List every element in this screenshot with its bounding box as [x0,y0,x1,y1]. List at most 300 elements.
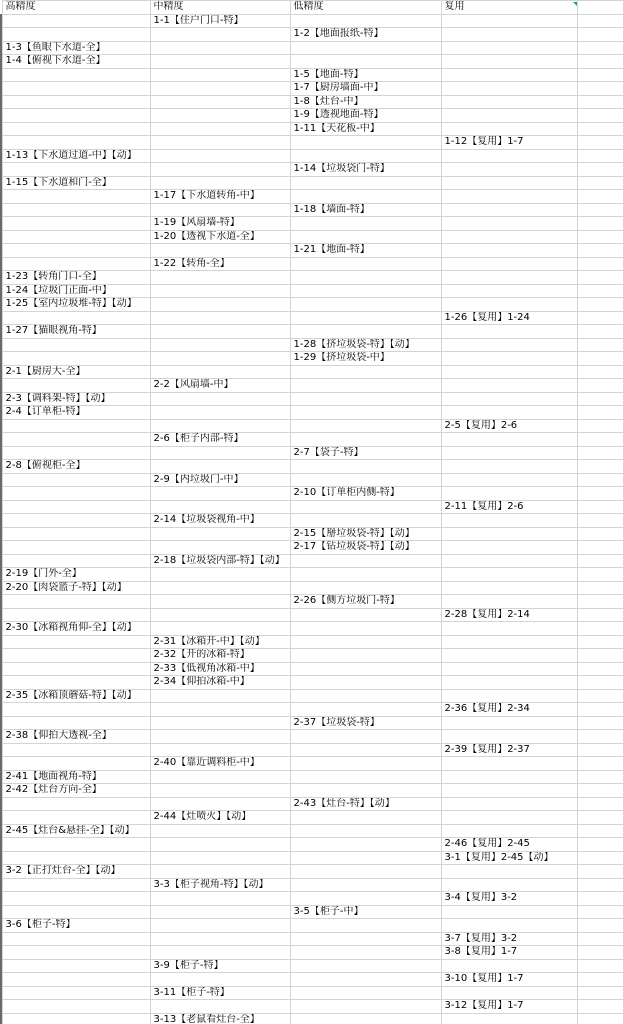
cell-mid[interactable] [150,905,290,919]
cell-mid[interactable] [150,95,290,109]
cell-low[interactable]: 2-7【袋子-特】 [290,446,441,460]
cell-low[interactable] [290,635,441,649]
cell-reuse[interactable] [441,122,577,136]
cell-mid[interactable] [150,865,290,879]
cell-high[interactable]: 2-19【门外-全】 [2,568,150,582]
cell-high[interactable]: 1-24【垃圾门正面-中】 [2,284,150,298]
cell-low[interactable] [290,514,441,528]
cell-extra[interactable] [577,446,623,460]
cell-mid[interactable] [150,743,290,757]
cell-extra[interactable] [577,41,623,55]
cell-reuse[interactable] [441,149,577,163]
cell-mid[interactable]: 3-11【柜子-特】 [150,986,290,1000]
cell-reuse[interactable] [441,446,577,460]
cell-mid[interactable] [150,608,290,622]
cell-mid[interactable] [150,163,290,177]
cell-mid[interactable] [150,446,290,460]
cell-low[interactable] [290,406,441,420]
cell-extra[interactable] [577,554,623,568]
cell-extra[interactable] [577,163,623,177]
cell-low[interactable]: 1-7【厨房墙面-中】 [290,82,441,96]
cell-reuse[interactable] [441,14,577,28]
cell-mid[interactable] [150,82,290,96]
cell-extra[interactable] [577,608,623,622]
cell-extra[interactable] [577,919,623,933]
cell-mid[interactable] [150,244,290,258]
cell-high[interactable] [2,892,150,906]
cell-reuse[interactable] [441,514,577,528]
cell-high[interactable]: 2-8【俯视柜-全】 [2,460,150,474]
cell-high[interactable]: 2-30【冰箱视角仰-全】【动】 [2,622,150,636]
cell-extra[interactable] [577,743,623,757]
cell-low[interactable]: 1-2【地面报纸-特】 [290,28,441,42]
cell-high[interactable] [2,109,150,123]
cell-extra[interactable] [577,622,623,636]
cell-extra[interactable] [577,838,623,852]
cell-mid[interactable] [150,55,290,69]
cell-low[interactable]: 3-5【柜子-中】 [290,905,441,919]
cell-high[interactable] [2,541,150,555]
cell-extra[interactable] [577,433,623,447]
cell-mid[interactable] [150,797,290,811]
cell-low[interactable] [290,41,441,55]
cell-low[interactable] [290,568,441,582]
cell-mid[interactable]: 2-6【柜子内部-特】 [150,433,290,447]
cell-reuse[interactable] [441,163,577,177]
cell-low[interactable] [290,811,441,825]
cell-mid[interactable] [150,568,290,582]
cell-reuse[interactable]: 3-12【复用】1-7 [441,1000,577,1014]
cell-high[interactable] [2,676,150,690]
cell-reuse[interactable] [441,865,577,879]
cell-high[interactable] [2,649,150,663]
cell-high[interactable] [2,163,150,177]
cell-mid[interactable] [150,311,290,325]
cell-reuse[interactable] [441,797,577,811]
cell-low[interactable] [290,190,441,204]
cell-reuse[interactable] [441,244,577,258]
cell-mid[interactable] [150,365,290,379]
cell-extra[interactable] [577,932,623,946]
cell-mid[interactable]: 2-34【仰拍冰箱-中】 [150,676,290,690]
cell-reuse[interactable] [441,460,577,474]
cell-high[interactable] [2,28,150,42]
cell-high[interactable] [2,703,150,717]
cell-mid[interactable] [150,28,290,42]
cell-mid[interactable]: 2-9【内垃圾门-中】 [150,473,290,487]
cell-low[interactable]: 2-17【钻垃圾袋-特】【动】 [290,541,441,555]
cell-reuse[interactable] [441,433,577,447]
cell-extra[interactable] [577,406,623,420]
cell-mid[interactable] [150,460,290,474]
cell-high[interactable]: 2-45【灶台&悬挂-全】【动】 [2,824,150,838]
cell-reuse[interactable] [441,298,577,312]
cell-mid[interactable]: 3-9【柜子-特】 [150,959,290,973]
cell-reuse[interactable] [441,41,577,55]
cell-mid[interactable] [150,973,290,987]
cell-mid[interactable] [150,338,290,352]
cell-low[interactable] [290,433,441,447]
cell-mid[interactable] [150,703,290,717]
cell-extra[interactable] [577,487,623,501]
cell-reuse[interactable]: 3-1【复用】2-45【动】 [441,851,577,865]
cell-high[interactable] [2,662,150,676]
cell-reuse[interactable] [441,905,577,919]
cell-extra[interactable] [577,311,623,325]
cell-low[interactable]: 1-8【灶台-中】 [290,95,441,109]
cell-reuse[interactable] [441,784,577,798]
cell-reuse[interactable] [441,352,577,366]
cell-extra[interactable] [577,730,623,744]
header-cell-mid[interactable]: 中精度 [150,1,290,15]
cell-mid[interactable] [150,784,290,798]
cell-low[interactable] [290,149,441,163]
cell-low[interactable] [290,919,441,933]
cell-reuse[interactable] [441,406,577,420]
cell-extra[interactable] [577,797,623,811]
cell-extra[interactable] [577,419,623,433]
cell-high[interactable] [2,311,150,325]
cell-mid[interactable] [150,136,290,150]
cell-extra[interactable] [577,878,623,892]
cell-extra[interactable] [577,959,623,973]
cell-reuse[interactable] [441,392,577,406]
cell-high[interactable] [2,608,150,622]
cell-extra[interactable] [577,851,623,865]
cell-high[interactable] [2,136,150,150]
cell-reuse[interactable] [441,338,577,352]
cell-extra[interactable] [577,122,623,136]
cell-reuse[interactable] [441,878,577,892]
cell-low[interactable] [290,176,441,190]
cell-high[interactable] [2,82,150,96]
cell-extra[interactable] [577,338,623,352]
cell-reuse[interactable] [441,527,577,541]
cell-low[interactable] [290,743,441,757]
cell-high[interactable]: 3-2【正打灶台-全】【动】 [2,865,150,879]
cell-low[interactable] [290,473,441,487]
cell-high[interactable]: 2-38【仰拍大透视-全】 [2,730,150,744]
cell-mid[interactable] [150,770,290,784]
header-cell-reuse[interactable]: 复用 [441,1,577,15]
cell-extra[interactable] [577,473,623,487]
cell-low[interactable]: 2-10【订单柜内侧-特】 [290,487,441,501]
cell-reuse[interactable]: 2-36【复用】2-34 [441,703,577,717]
cell-mid[interactable]: 1-1【住户门口-特】 [150,14,290,28]
cell-mid[interactable] [150,716,290,730]
cell-reuse[interactable] [441,716,577,730]
cell-low[interactable] [290,554,441,568]
cell-low[interactable]: 1-29【挤垃圾袋-中】 [290,352,441,366]
cell-extra[interactable] [577,365,623,379]
cell-high[interactable] [2,190,150,204]
cell-low[interactable]: 2-37【垃圾袋-特】 [290,716,441,730]
cell-extra[interactable] [577,284,623,298]
cell-reuse[interactable] [441,622,577,636]
cell-mid[interactable]: 1-20【透视下水道-全】 [150,230,290,244]
cell-low[interactable]: 1-5【地面-特】 [290,68,441,82]
cell-low[interactable] [290,608,441,622]
cell-low[interactable] [290,892,441,906]
cell-reuse[interactable] [441,662,577,676]
cell-low[interactable] [290,649,441,663]
cell-low[interactable] [290,298,441,312]
cell-high[interactable] [2,122,150,136]
cell-extra[interactable] [577,136,623,150]
cell-low[interactable] [290,365,441,379]
cell-high[interactable]: 1-13【下水道过道-中】【动】 [2,149,150,163]
header-cell-low[interactable]: 低精度 [290,1,441,15]
cell-mid[interactable] [150,149,290,163]
cell-extra[interactable] [577,703,623,717]
cell-high[interactable] [2,446,150,460]
cell-mid[interactable] [150,352,290,366]
cell-extra[interactable] [577,635,623,649]
cell-high[interactable] [2,244,150,258]
cell-high[interactable]: 1-23【转角门口-全】 [2,271,150,285]
cell-mid[interactable]: 1-22【转角-全】 [150,257,290,271]
cell-reuse[interactable] [441,568,577,582]
cell-reuse[interactable] [441,325,577,339]
cell-high[interactable] [2,905,150,919]
cell-mid[interactable] [150,851,290,865]
cell-mid[interactable] [150,41,290,55]
cell-reuse[interactable] [441,770,577,784]
cell-high[interactable] [2,946,150,960]
cell-low[interactable]: 1-28【挤垃圾袋-特】【动】 [290,338,441,352]
cell-high[interactable] [2,838,150,852]
cell-reuse[interactable]: 3-10【复用】1-7 [441,973,577,987]
cell-reuse[interactable] [441,635,577,649]
cell-low[interactable] [290,770,441,784]
cell-reuse[interactable] [441,986,577,1000]
cell-high[interactable] [2,986,150,1000]
cell-low[interactable]: 1-18【墙面-特】 [290,203,441,217]
cell-mid[interactable] [150,824,290,838]
cell-mid[interactable] [150,325,290,339]
cell-mid[interactable] [150,284,290,298]
cell-low[interactable] [290,622,441,636]
cell-high[interactable] [2,554,150,568]
cell-high[interactable] [2,500,150,514]
cell-extra[interactable] [577,149,623,163]
cell-low[interactable] [290,986,441,1000]
cell-high[interactable] [2,514,150,528]
cell-extra[interactable] [577,784,623,798]
cell-mid[interactable] [150,527,290,541]
cell-low[interactable] [290,325,441,339]
cell-extra[interactable] [577,986,623,1000]
cell-low[interactable] [290,878,441,892]
cell-extra[interactable] [577,257,623,271]
cell-reuse[interactable]: 2-46【复用】2-45 [441,838,577,852]
cell-high[interactable] [2,257,150,271]
cell-mid[interactable]: 1-19【风扇墙-特】 [150,217,290,231]
cell-mid[interactable]: 2-18【垃圾袋内部-特】【动】 [150,554,290,568]
cell-mid[interactable] [150,622,290,636]
cell-low[interactable] [290,311,441,325]
cell-high[interactable]: 2-41【地面视角-特】 [2,770,150,784]
cell-reuse[interactable] [441,919,577,933]
cell-extra[interactable] [577,230,623,244]
cell-low[interactable] [290,784,441,798]
cell-extra[interactable] [577,716,623,730]
cell-high[interactable] [2,1000,150,1014]
cell-high[interactable]: 2-20【肉袋篮子-特】【动】 [2,581,150,595]
cell-extra[interactable] [577,824,623,838]
cell-mid[interactable] [150,595,290,609]
cell-reuse[interactable] [441,689,577,703]
cell-mid[interactable] [150,109,290,123]
cell-reuse[interactable] [441,176,577,190]
cell-mid[interactable] [150,892,290,906]
cell-high[interactable] [2,473,150,487]
cell-extra[interactable] [577,581,623,595]
cell-low[interactable] [290,284,441,298]
cell-reuse[interactable] [441,811,577,825]
cell-extra[interactable] [577,527,623,541]
cell-low[interactable] [290,932,441,946]
cell-high[interactable]: 3-6【柜子-特】 [2,919,150,933]
cell-extra[interactable] [577,676,623,690]
cell-reuse[interactable] [441,824,577,838]
cell-extra[interactable] [577,14,623,28]
cell-high[interactable] [2,851,150,865]
cell-reuse[interactable] [441,676,577,690]
cell-low[interactable]: 1-9【透视地面-特】 [290,109,441,123]
cell-reuse[interactable]: 2-11【复用】2-6 [441,500,577,514]
cell-reuse[interactable] [441,271,577,285]
cell-low[interactable] [290,379,441,393]
cell-reuse[interactable] [441,28,577,42]
cell-reuse[interactable] [441,257,577,271]
cell-extra[interactable] [577,662,623,676]
cell-low[interactable] [290,217,441,231]
cell-high[interactable] [2,973,150,987]
cell-mid[interactable]: 2-31【冰箱开-中】【动】 [150,635,290,649]
cell-mid[interactable] [150,500,290,514]
cell-mid[interactable]: 2-33【低视角冰箱-中】 [150,662,290,676]
cell-low[interactable] [290,257,441,271]
cell-high[interactable] [2,217,150,231]
header-cell-extra[interactable] [577,1,623,15]
cell-extra[interactable] [577,649,623,663]
cell-reuse[interactable] [441,365,577,379]
cell-high[interactable] [2,95,150,109]
cell-low[interactable] [290,973,441,987]
cell-high[interactable] [2,878,150,892]
cell-extra[interactable] [577,568,623,582]
cell-low[interactable]: 2-43【灶台-特】【动】 [290,797,441,811]
cell-reuse[interactable] [441,190,577,204]
cell-extra[interactable] [577,689,623,703]
cell-high[interactable]: 1-4【俯视下水道-全】 [2,55,150,69]
cell-reuse[interactable] [441,473,577,487]
cell-reuse[interactable]: 3-8【复用】1-7 [441,946,577,960]
cell-mid[interactable] [150,838,290,852]
cell-extra[interactable] [577,217,623,231]
cell-mid[interactable]: 2-14【垃圾袋视角-中】 [150,514,290,528]
cell-high[interactable]: 2-1【厨房大-全】 [2,365,150,379]
cell-reuse[interactable]: 2-28【复用】2-14 [441,608,577,622]
cell-high[interactable]: 1-3【鱼眼下水道-全】 [2,41,150,55]
cell-reuse[interactable]: 1-12【复用】1-7 [441,136,577,150]
cell-high[interactable] [2,635,150,649]
cell-extra[interactable] [577,865,623,879]
cell-low[interactable] [290,757,441,771]
cell-extra[interactable] [577,946,623,960]
cell-reuse[interactable]: 3-4【复用】3-2 [441,892,577,906]
cell-reuse[interactable] [441,541,577,555]
cell-low[interactable] [290,824,441,838]
cell-extra[interactable] [577,892,623,906]
cell-high[interactable] [2,419,150,433]
cell-high[interactable]: 2-4【订单柜-特】 [2,406,150,420]
cell-high[interactable] [2,14,150,28]
cell-extra[interactable] [577,1000,623,1014]
cell-reuse[interactable] [441,68,577,82]
cell-extra[interactable] [577,973,623,987]
cell-extra[interactable] [577,203,623,217]
cell-extra[interactable] [577,500,623,514]
cell-high[interactable] [2,595,150,609]
cell-high[interactable] [2,68,150,82]
cell-reuse[interactable] [441,95,577,109]
cell-low[interactable] [290,676,441,690]
cell-mid[interactable]: 2-32【开的冰箱-特】 [150,649,290,663]
cell-extra[interactable] [577,514,623,528]
cell-mid[interactable]: 3-13【老鼠看灶台-全】 [150,1013,290,1024]
cell-mid[interactable]: 1-17【下水道转角-中】 [150,190,290,204]
cell-extra[interactable] [577,82,623,96]
cell-high[interactable] [2,379,150,393]
cell-low[interactable] [290,14,441,28]
cell-extra[interactable] [577,109,623,123]
cell-low[interactable]: 1-11【天花板-中】 [290,122,441,136]
cell-high[interactable]: 1-25【室内垃圾堆-特】【动】 [2,298,150,312]
cell-mid[interactable] [150,419,290,433]
cell-extra[interactable] [577,1013,623,1024]
cell-low[interactable]: 1-21【地面-特】 [290,244,441,258]
cell-high[interactable] [2,527,150,541]
cell-low[interactable] [290,136,441,150]
cell-low[interactable] [290,703,441,717]
cell-reuse[interactable] [441,595,577,609]
cell-low[interactable] [290,865,441,879]
cell-mid[interactable] [150,203,290,217]
cell-reuse[interactable]: 3-7【复用】3-2 [441,932,577,946]
cell-low[interactable] [290,946,441,960]
cell-reuse[interactable] [441,554,577,568]
cell-low[interactable] [290,55,441,69]
cell-low[interactable] [290,419,441,433]
cell-low[interactable] [290,662,441,676]
cell-reuse[interactable] [441,284,577,298]
cell-reuse[interactable] [441,109,577,123]
cell-reuse[interactable] [441,379,577,393]
cell-high[interactable] [2,338,150,352]
cell-extra[interactable] [577,595,623,609]
cell-low[interactable] [290,392,441,406]
cell-high[interactable] [2,230,150,244]
cell-mid[interactable] [150,68,290,82]
cell-extra[interactable] [577,379,623,393]
cell-extra[interactable] [577,176,623,190]
cell-low[interactable] [290,838,441,852]
cell-low[interactable] [290,1000,441,1014]
cell-mid[interactable] [150,919,290,933]
cell-low[interactable] [290,1013,441,1024]
